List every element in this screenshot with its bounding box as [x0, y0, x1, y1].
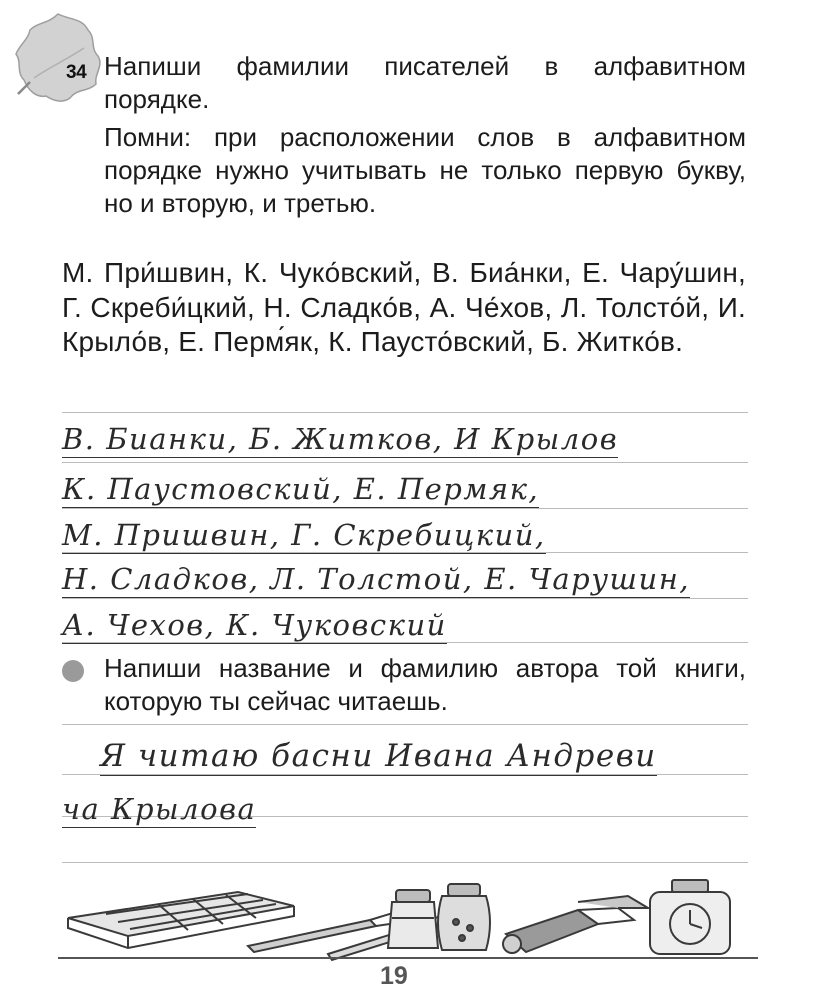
sharpener-icon: [650, 880, 730, 954]
handwritten-line: В. Бианки, Б. Житков, И Крылов: [62, 422, 619, 456]
handwritten-line: А. Чехов, К. Чуковский: [62, 608, 447, 642]
stationery-illustration: [58, 862, 758, 962]
handwritten-line: Н. Сладков, Л. Толстой, Е. Чарушин,: [62, 562, 691, 596]
paint-box-icon: [68, 892, 294, 948]
bullet-icon: [62, 660, 84, 682]
paint-jar-icon: [438, 884, 490, 950]
leaf-icon: [12, 10, 106, 110]
paint-tube-icon: [503, 896, 648, 953]
second-task-instruction: Напиши название и фамилию автора той книги, которую ты сейчас читаешь.: [104, 653, 746, 716]
writing-line: [62, 462, 748, 463]
rule-reminder: Помни: при расположении слов в алфавитном порядке нужно учитывать не только первую букву, но и вторую, и третью.: [104, 122, 746, 218]
writers-list: М. При́швин, К. Чуко́вский, В. Биа́нки, Е. Чару́шин, Г. Скреби́цкий, Н. Сладко́в, А. Че́хов, Л. Толсто́й, И. Крыло́в, Е. Перм́як, К. Паусто́вский, Б. Житко́в.: [62, 257, 746, 357]
handwritten-line: ча Крылова: [62, 792, 257, 826]
exercise-number: 34: [66, 62, 87, 83]
writing-line: [62, 724, 748, 725]
handwritten-line: К. Паустовский, Е. Пермяк,: [62, 472, 540, 506]
handwritten-line: Я читаю басни Ивана Андреви: [100, 738, 657, 774]
writing-line: [62, 508, 748, 509]
exercise-number-badge: [12, 10, 106, 110]
page-number: 19: [380, 962, 408, 990]
writing-line: [62, 598, 748, 599]
task-instruction: Напиши фамилии писателей в алфавитном порядке.: [104, 51, 746, 114]
writing-line: [62, 412, 748, 413]
handwritten-line: М. Пришвин, Г. Скребицкий,: [62, 518, 546, 552]
paint-jar-icon: [388, 890, 438, 948]
